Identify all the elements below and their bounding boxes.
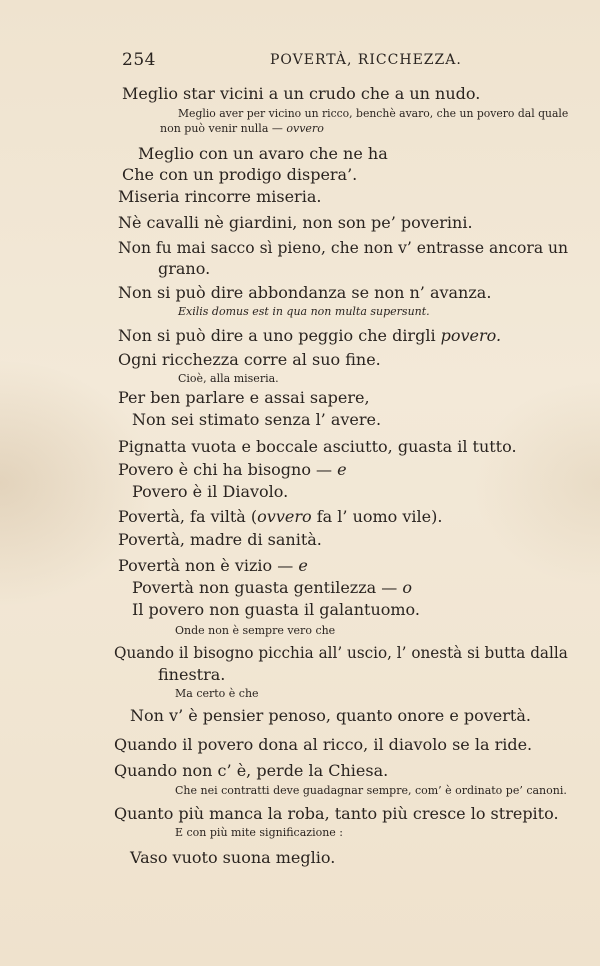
proverb-line: Non si può dire abbondanza se non n’ avanza. [118,283,492,302]
proverb-line: Povertà, fa viltà (ovvero fa l’ uomo vile). [118,507,443,526]
commentary-line: non può venir nulla — ovvero [160,122,324,135]
proverb-line: Povertà, madre di sanità. [118,530,322,549]
commentary-line: Onde non è sempre vero che [175,624,336,637]
proverb-line: Non si può dire a uno peggio che dirgli povero. [118,326,502,345]
proverb-line: Meglio star vicini a un crudo che a un nudo. [122,84,481,103]
commentary-line: E con più mite significazione : [175,826,344,839]
proverb-line: Non v’ è pensier penoso, quanto onore e povertà. [130,706,531,725]
proverb-line: Meglio con un avaro che ne ha [138,144,388,163]
proverb-line: Nè cavalli nè giardini, non son pe’ poverini. [118,213,473,232]
proverb-line: Povero è il Diavolo. [132,482,289,501]
proverb-line: Quando non c’ è, perde la Chiesa. [114,761,389,780]
proverb-line: Non fu mai sacco sì pieno, che non v’ entrasse ancora un [118,238,569,257]
proverb-line: Pignatta vuota e boccale asciutto, guasta il tutto. [118,437,517,456]
proverb-line: Quando il bisogno picchia all’ uscio, l’ onestà si butta dalla [114,643,568,662]
proverb-line: Per ben parlare e assai sapere, [118,388,370,407]
proverb-line: finestra. [158,665,226,684]
proverb-line: Quanto più manca la roba, tanto più cresce lo strepito. [114,804,559,823]
commentary-line: Ma certo è che [175,687,259,700]
page-header [122,50,522,74]
proverb-line: Il povero non guasta il galantuomo. [132,600,420,619]
proverb-line: Quando il povero dona al ricco, il diavolo se la ride. [114,735,533,754]
proverb-line: grano. [158,259,211,278]
proverb-line: Povero è chi ha bisogno — e [118,460,347,479]
commentary-line: Cioè, alla miseria. [178,372,279,385]
proverb-line: Vaso vuoto suona meglio. [130,848,336,867]
page-number: 254 [122,50,156,70]
commentary-line: Meglio aver per vicino un ricco, benchè avaro, che un povero dal quale [178,107,569,120]
proverb-line: Povertà non guasta gentilezza — o [132,578,412,597]
running-head: POVERTÀ, RICCHEZZA. [270,52,462,68]
commentary-line: Exilis domus est in qua non multa supersunt. [178,305,430,318]
proverb-line: Che con un prodigo dispera’. [122,165,358,184]
commentary-line: Che nei contratti deve guadagnar sempre, com’ è ordinato pe’ canoni. [175,784,567,797]
proverb-line: Ogni ricchezza corre al suo fine. [118,350,381,369]
proverb-line: Miseria rincorre miseria. [118,187,322,206]
proverb-line: Povertà non è vizio — e [118,556,308,575]
proverb-line: Non sei stimato senza l’ avere. [132,410,382,429]
